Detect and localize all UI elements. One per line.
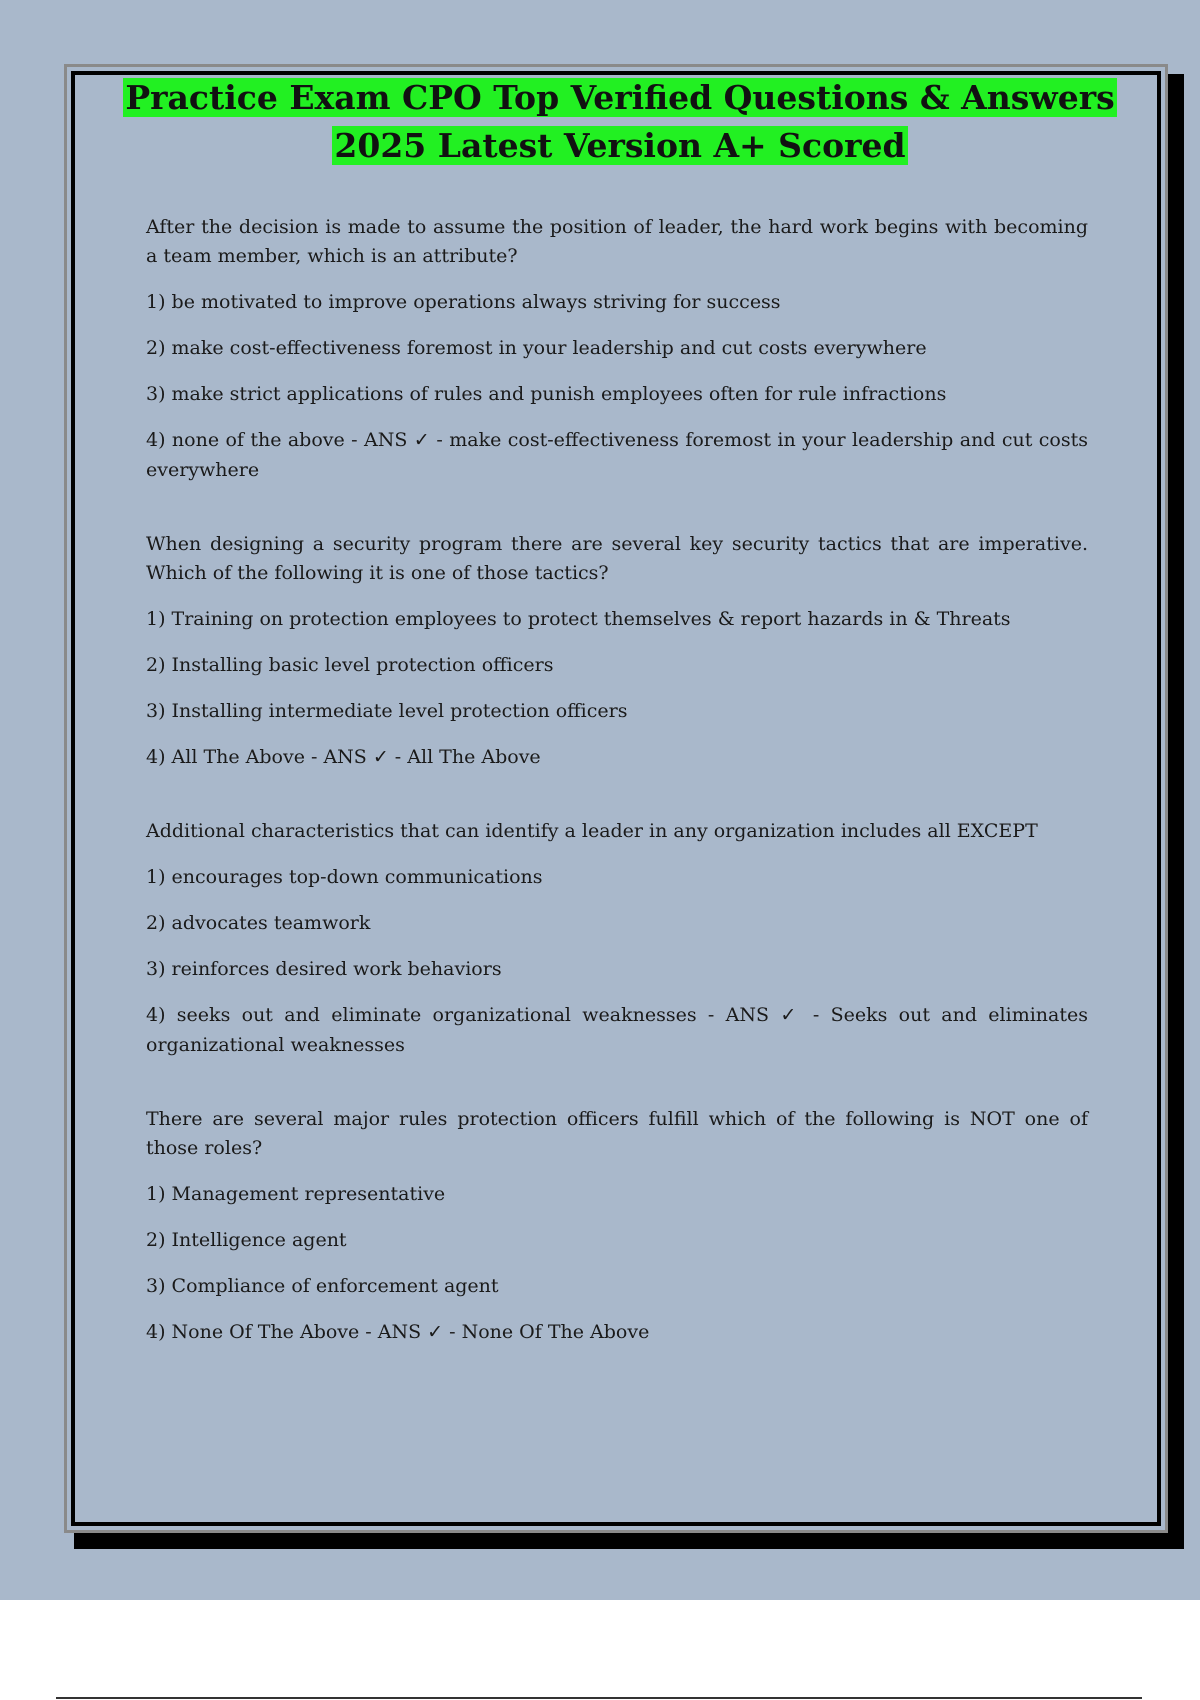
answer-option: 2) Installing basic level protection officers bbox=[146, 654, 554, 676]
answer-option: 2) advocates teamwork bbox=[146, 912, 371, 934]
question-text: When designing a security program there are several key security tactics that are imperative. Which of the following it is one of those tactics? bbox=[146, 533, 1088, 584]
answer-option: 1) encourages top-down communications bbox=[146, 866, 543, 888]
question-block-4 bbox=[146, 1105, 1088, 1347]
question-text: Additional characteristics that can identify a leader in any organization includes all EXCEPT bbox=[146, 820, 1038, 842]
footer-divider bbox=[56, 1697, 1142, 1699]
answer-option-correct: 4) none of the above - ANS ✓ - make cost-effectiveness foremost in your leadership and cut costs everywhere bbox=[146, 429, 1088, 481]
answer-option: 1) Management representative bbox=[146, 1183, 446, 1205]
answer-option-correct: 4) All The Above - ANS ✓ - All The Above bbox=[146, 746, 541, 768]
answer-option-correct: 4) seeks out and eliminate organizational weaknesses - ANS ✓ - Seeks out and eliminates organizational weaknesses bbox=[146, 1004, 1088, 1056]
question-block-1 bbox=[146, 213, 1088, 485]
answer-option: 3) Installing intermediate level protection officers bbox=[146, 700, 628, 722]
answer-option: 3) reinforces desired work behaviors bbox=[146, 958, 502, 980]
question-block-2 bbox=[146, 530, 1088, 772]
questions-content bbox=[146, 213, 1088, 1392]
answer-option: 3) Compliance of enforcement agent bbox=[146, 1275, 499, 1297]
title-line-2: 2025 Latest Version A+ Scored bbox=[334, 126, 906, 165]
question-block-3 bbox=[146, 817, 1088, 1060]
answer-option: 3) make strict applications of rules and punish employees often for rule infractions bbox=[146, 383, 947, 405]
question-text: There are several major rules protection officers fulfill which of the following is NOT one of those roles? bbox=[146, 1108, 1088, 1159]
question-text: After the decision is made to assume the position of leader, the hard work begins with becoming a team member, which is an attribute? bbox=[146, 216, 1088, 267]
answer-option: 2) make cost-effectiveness foremost in your leadership and cut costs everywhere bbox=[146, 337, 927, 359]
answer-option-correct: 4) None Of The Above - ANS ✓ - None Of The Above bbox=[146, 1321, 650, 1343]
document-title bbox=[0, 74, 1200, 170]
answer-option: 1) Training on protection employees to protect themselves & report hazards in & Threats bbox=[146, 608, 1011, 630]
title-line-1: Practice Exam CPO Top Verified Questions & Answers bbox=[125, 78, 1115, 117]
answer-option: 2) Intelligence agent bbox=[146, 1229, 347, 1251]
answer-option: 1) be motivated to improve operations always striving for success bbox=[146, 291, 781, 313]
